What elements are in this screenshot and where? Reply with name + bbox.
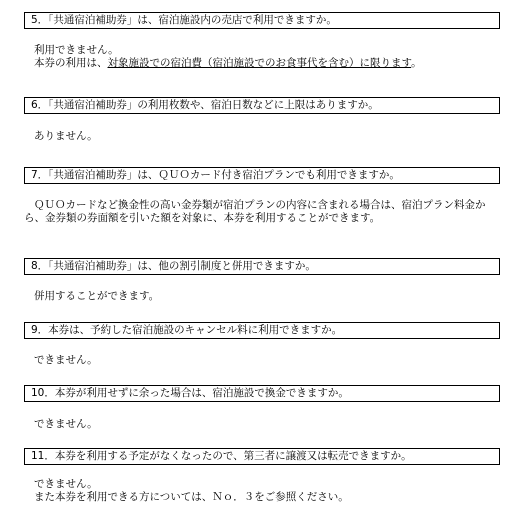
answer-5-line2 <box>34 57 504 70</box>
answer-5-underlined-text: 対象施設での宿泊費（宿泊施設でのお食事代を含む）に限ります <box>107 57 412 69</box>
question-9: 9．本券は、予約した宿泊施設のキャンセル料に利用できますか。 <box>24 322 500 339</box>
answer-7 <box>24 199 500 225</box>
answer-11 <box>34 478 504 504</box>
answer-7-paragraph: ＱＵＯカードなど換金性の高い金券類が宿泊プランの内容に含まれる場合は、宿泊プラン料金から、金券類の券面額を引いた額を対象に、本券を利用することができます。 <box>24 199 486 224</box>
question-10: 10．本券が利用せずに余った場合は、宿泊施設で換金できますか。 <box>24 385 500 402</box>
answer-5-line1: 利用できません。 <box>34 44 119 56</box>
question-11: 11．本券を利用する予定がなくなったので、第三者に譲渡又は転売できますか。 <box>24 448 500 465</box>
question-8: 8．「共通宿泊補助券」は、他の割引制度と併用できますか。 <box>24 258 500 275</box>
answer-11-line2: また本券を利用できる方については、Ｎｏ．３をご参照ください。 <box>34 491 349 503</box>
question-7: 7．「共通宿泊補助券」は、ＱＵＯカード付き宿泊プランでも利用できますか。 <box>24 167 500 184</box>
answer-10: できません。 <box>34 418 98 430</box>
answer-6: ありません。 <box>34 130 98 142</box>
answer-9: できません。 <box>34 354 98 366</box>
question-5: 5．「共通宿泊補助券」は、宿泊施設内の売店で利用できますか。 <box>24 12 500 29</box>
answer-5-line2-post: 。 <box>411 57 422 69</box>
answer-5 <box>34 44 504 70</box>
answer-5-line2-pre: 本券の利用は、 <box>34 57 108 69</box>
answer-11-line1: できません。 <box>34 478 98 490</box>
question-6: 6．「共通宿泊補助券」の利用枚数や、宿泊日数などに上限はありますか。 <box>24 97 500 114</box>
answer-8: 併用することができます。 <box>34 290 160 302</box>
